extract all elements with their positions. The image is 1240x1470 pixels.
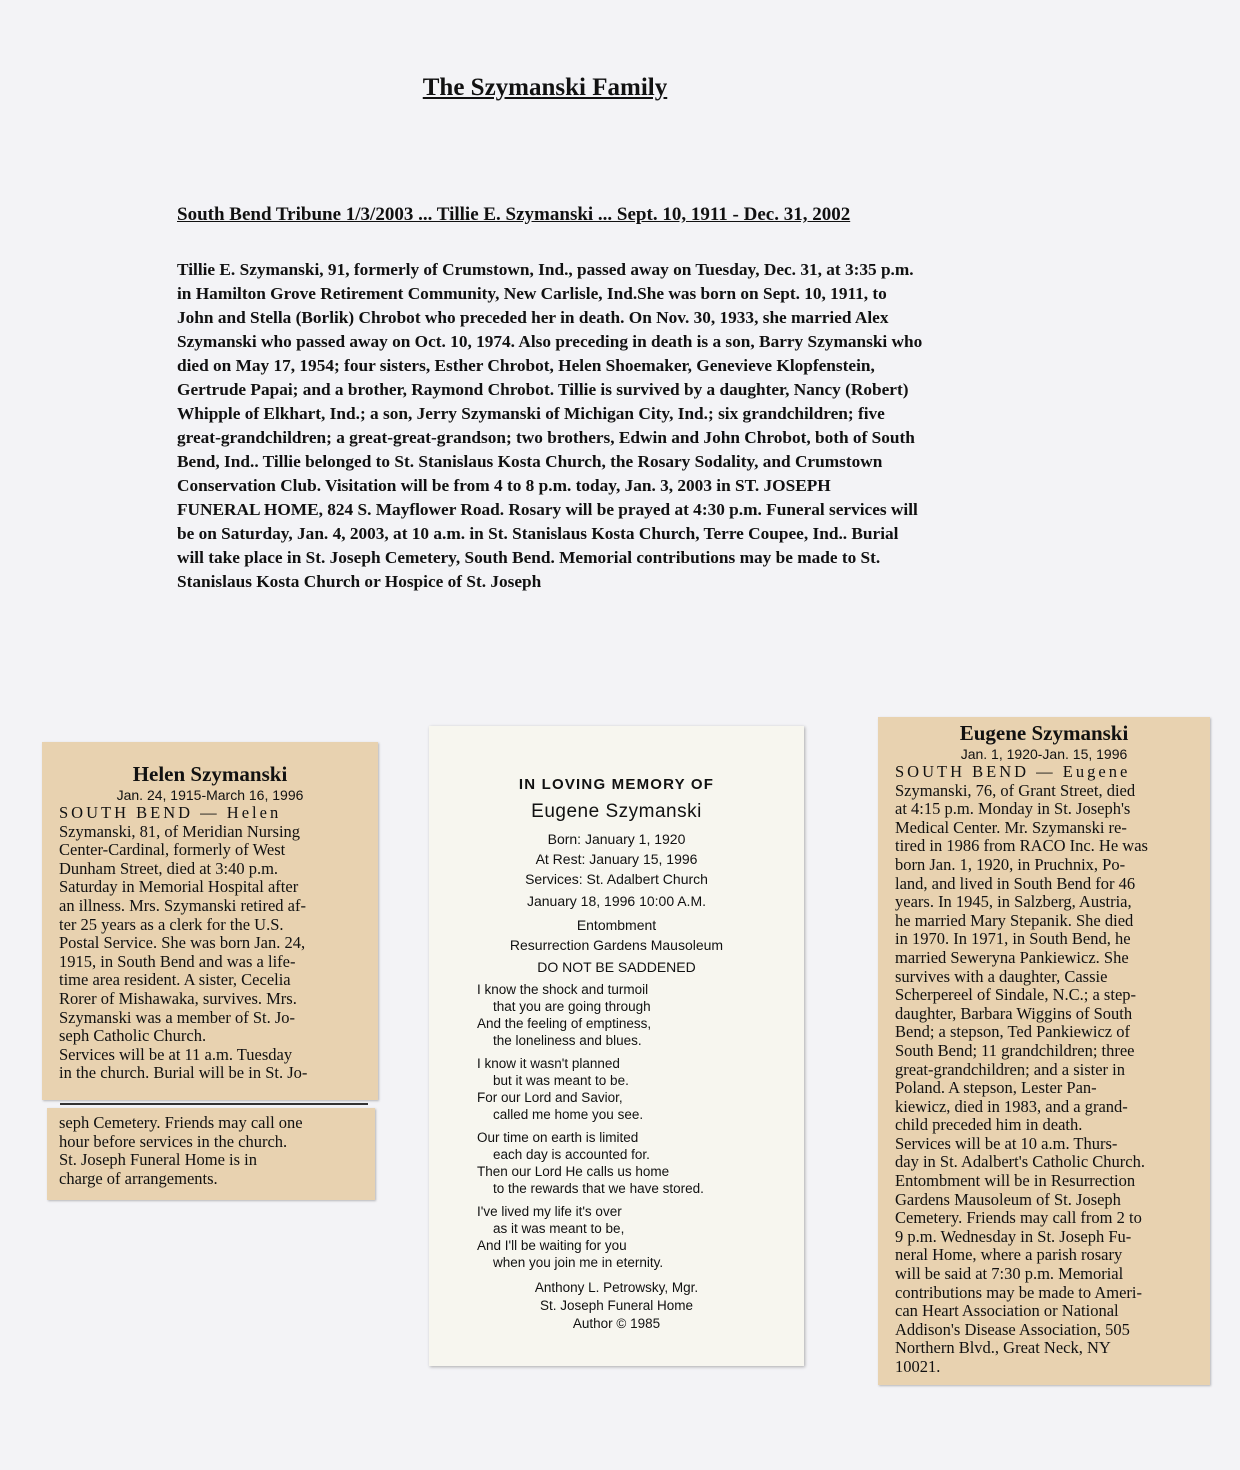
tribune-heading: South Bend Tribune 1/3/2003 ... Tillie E. Szymanski ... Sept. 10, 1911 - Dec. 31, 2002 bbox=[177, 204, 851, 225]
tribune-line: Conservation Club. Visitation will be from 4 to 8 p.m. today, Jan. 3, 2003 in ST. JOSEPH bbox=[177, 476, 831, 495]
poem-line: but it was meant to be. bbox=[493, 1073, 629, 1088]
clipping-line: St. Joseph Funeral Home is in bbox=[59, 1150, 257, 1170]
clipping-line: tired in 1986 from RACO Inc. He was bbox=[895, 836, 1148, 856]
clipping-line: kiewicz, died in 1983, and a grand- bbox=[895, 1096, 1128, 1116]
clipping-line: Poland. A stepson, Lester Pan- bbox=[895, 1078, 1097, 1098]
tribune-line: in Hamilton Grove Retirement Community, New Carlisle, Ind.She was born on Sept. 10, 1911, to bbox=[177, 284, 887, 303]
poem-stanza bbox=[477, 981, 804, 1049]
poem-line: And I'll be waiting for you bbox=[477, 1238, 627, 1253]
poem-line: I know it wasn't planned bbox=[477, 1056, 620, 1071]
clipping-line: contributions may be made to Ameri- bbox=[895, 1282, 1142, 1302]
tribune-line: Tillie E. Szymanski, 91, formerly of Crumstown, Ind., passed away on Tuesday, Dec. 31, at 3:35 p.m. bbox=[177, 260, 914, 279]
clipping-line: child preceded him in death. bbox=[895, 1115, 1083, 1135]
tribune-line: be on Saturday, Jan. 4, 2003, at 10 a.m. in St. Stanislaus Kosta Church, Terre Coupee, Ind.. Burial bbox=[177, 524, 899, 543]
tribune-line: FUNERAL HOME, 824 S. Mayflower Road. Rosary will be prayed at 4:30 p.m. Funeral services will bbox=[177, 500, 918, 519]
tribune-line: John and Stella (Borlik) Chrobot who preceded her in death. On Nov. 30, 1933, she married Alex bbox=[177, 308, 889, 327]
clipping-line: daughter, Barbara Wiggins of South bbox=[895, 1003, 1133, 1023]
clipping-line: Center-Cardinal, formerly of West bbox=[59, 840, 286, 860]
clipping-line: Saturday in Memorial Hospital after bbox=[59, 877, 299, 897]
clipping-line: Bend; a stepson, Ted Pankiewicz of bbox=[895, 1022, 1130, 1042]
clipping-line: South Bend; 11 grandchildren; three bbox=[895, 1040, 1135, 1060]
tribune-line: Bend, Ind.. Tillie belonged to St. Stanislaus Kosta Church, the Rosary Sodality, and Crumstown bbox=[177, 452, 883, 471]
clipping-line: SOUTH BEND — Helen bbox=[59, 803, 282, 822]
clipping-line: Cemetery. Friends may call from 2 to bbox=[895, 1208, 1142, 1228]
clipping-line: Entombment will be in Resurrection bbox=[895, 1171, 1136, 1191]
helen-obituary-clipping bbox=[42, 742, 378, 1100]
poem-line: as it was meant to be, bbox=[493, 1221, 625, 1236]
clipping-line: Szymanski was a member of St. Jo- bbox=[59, 1007, 296, 1027]
tribune-line: Gertrude Papai; and a brother, Raymond Chrobot. Tillie is survived by a daughter, Nancy (Robert) bbox=[177, 380, 909, 399]
card-services: Services: St. Adalbert Church bbox=[525, 871, 708, 887]
eugene-dates: Jan. 1, 1920-Jan. 15, 1996 bbox=[960, 746, 1128, 762]
eugene-obituary-clipping bbox=[878, 717, 1210, 1385]
poem-line: called me home you see. bbox=[493, 1107, 644, 1122]
helen-obituary-continued bbox=[47, 1108, 375, 1200]
clipping-line: time area resident. A sister, Cecelia bbox=[59, 970, 291, 990]
card-poem bbox=[429, 981, 804, 1271]
helen-name: Helen Szymanski bbox=[132, 762, 288, 786]
card-service-date: January 18, 1996 10:00 A.M. bbox=[526, 893, 706, 909]
card-poem-title: DO NOT BE SADDENED bbox=[537, 959, 696, 975]
tribune-obituary bbox=[177, 258, 1097, 594]
poem-line: that you are going through bbox=[493, 999, 651, 1014]
clipping-line: Services will be at 10 a.m. Thurs- bbox=[895, 1133, 1118, 1153]
clipping-line: neral Home, where a parish rosary bbox=[895, 1245, 1123, 1265]
helen-obituary-continued-text bbox=[47, 1108, 375, 1188]
clipping-line: Postal Service. She was born Jan. 24, bbox=[59, 933, 306, 953]
poem-stanza bbox=[477, 1129, 804, 1197]
card-entombment: Entombment bbox=[576, 917, 657, 933]
poem-line: For our Lord and Savior, bbox=[477, 1090, 623, 1105]
clipping-line: Services will be at 11 a.m. Tuesday bbox=[59, 1044, 293, 1064]
poem-line: Our time on earth is limited bbox=[477, 1130, 639, 1145]
poem-line: each day is accounted for. bbox=[493, 1147, 650, 1162]
tribune-line: Whipple of Elkhart, Ind.; a son, Jerry Szymanski of Michigan City, Ind.; six grandchildren; five bbox=[177, 404, 885, 423]
clipping-line: 10021. bbox=[895, 1357, 941, 1376]
clipping-line: Szymanski, 81, of Meridian Nursing bbox=[59, 821, 301, 841]
poem-stanza bbox=[477, 1203, 804, 1271]
clipping-line: Northern Blvd., Great Neck, NY bbox=[895, 1338, 1111, 1358]
clipping-line: Rorer of Mishawaka, survives. Mrs. bbox=[59, 988, 297, 1008]
clipping-line: Szymanski, 76, of Grant Street, died bbox=[895, 780, 1136, 800]
card-at-rest: At Rest: January 15, 1996 bbox=[535, 851, 698, 867]
tribune-line: Szymanski who passed away on Oct. 10, 1974. Also preceding in death is a son, Barry Szymanski who bbox=[177, 332, 923, 351]
card-footer bbox=[429, 1279, 804, 1333]
clipping-line: seph Cemetery. Friends may call one bbox=[59, 1113, 303, 1132]
eugene-name: Eugene Szymanski bbox=[959, 721, 1129, 745]
clipping-line: hour before services in the church. bbox=[59, 1131, 288, 1151]
clipping-line: in 1970. In 1971, in South Bend, he bbox=[895, 929, 1131, 949]
clipping-line: SOUTH BEND — Eugene bbox=[895, 762, 1131, 781]
poem-line: I know the shock and turmoil bbox=[477, 982, 649, 997]
poem-line: I've lived my life it's over bbox=[477, 1204, 622, 1219]
clipping-line: day in St. Adalbert's Catholic Church. bbox=[895, 1152, 1145, 1172]
clipping-line: Gardens Mausoleum of St. Joseph bbox=[895, 1189, 1121, 1209]
clipping-line: land, and lived in South Bend for 46 bbox=[895, 873, 1136, 893]
clipping-line: 1915, in South Bend and was a life- bbox=[59, 951, 296, 971]
clipping-line: Dunham Street, died at 3:40 p.m. bbox=[59, 858, 279, 878]
card-footer-line: Anthony L. Petrowsky, Mgr. bbox=[534, 1280, 699, 1295]
clipping-line: ter 25 years as a clerk for the U.S. bbox=[59, 914, 284, 934]
page-title: The Szymanski Family bbox=[422, 74, 668, 101]
card-mausoleum: Resurrection Gardens Mausoleum bbox=[509, 937, 724, 953]
clipping-line: Scherpereel of Sindale, N.C.; a step- bbox=[895, 985, 1137, 1005]
poem-line: when you join me in eternity. bbox=[493, 1255, 664, 1270]
memorial-card bbox=[429, 726, 804, 1366]
card-footer-line: Author © 1985 bbox=[572, 1316, 661, 1331]
poem-stanza bbox=[477, 1055, 804, 1123]
poem-line: Then our Lord He calls us home bbox=[477, 1164, 670, 1179]
card-heading: IN LOVING MEMORY OF bbox=[518, 776, 715, 793]
clipping-line: born Jan. 1, 1920, in Pruchnix, Po- bbox=[895, 854, 1126, 874]
clipping-line: married Seweryna Pankiewicz. She bbox=[895, 947, 1129, 967]
poem-line: to the rewards that we have stored. bbox=[493, 1181, 704, 1196]
clipping-line: in the church. Burial will be in St. Jo- bbox=[59, 1063, 308, 1083]
helen-dates: Jan. 24, 1915-March 16, 1996 bbox=[116, 787, 304, 803]
clipping-line: will be said at 7:30 p.m. Memorial bbox=[895, 1264, 1124, 1284]
tribune-line: will take place in St. Joseph Cemetery, South Bend. Memorial contributions may be made to St. bbox=[177, 548, 881, 567]
clipping-line: survives with a daughter, Cassie bbox=[895, 966, 1108, 986]
card-name: Eugene Szymanski bbox=[531, 801, 702, 822]
clipping-line: can Heart Association or National bbox=[895, 1301, 1119, 1321]
clipping-line: years. In 1945, in Salzberg, Austria, bbox=[895, 892, 1132, 912]
tribune-line: great-grandchildren; a great-great-grandson; two brothers, Edwin and John Chrobot, both of South bbox=[177, 428, 915, 447]
card-footer-line: St. Joseph Funeral Home bbox=[539, 1298, 694, 1313]
clipping-line: an illness. Mrs. Szymanski retired af- bbox=[59, 895, 306, 915]
clipping-line: Addison's Disease Association, 505 bbox=[895, 1319, 1130, 1339]
clipping-cut-line bbox=[60, 1103, 368, 1105]
poem-line: And the feeling of emptiness, bbox=[477, 1016, 652, 1031]
poem-line: the loneliness and blues. bbox=[493, 1033, 642, 1048]
clipping-line: seph Catholic Church. bbox=[59, 1026, 207, 1046]
clipping-line: Medical Center. Mr. Szymanski re- bbox=[895, 817, 1127, 837]
tribune-line: Stanislaus Kosta Church or Hospice of St. Joseph bbox=[177, 572, 542, 591]
card-born: Born: January 1, 1920 bbox=[547, 831, 686, 847]
clipping-line: he married Mary Stepanik. She died bbox=[895, 910, 1134, 930]
eugene-obituary-text bbox=[878, 763, 1210, 1377]
clipping-line: 9 p.m. Wednesday in St. Joseph Fu- bbox=[895, 1226, 1132, 1246]
helen-obituary-text bbox=[42, 804, 378, 1083]
tribune-line: died on May 17, 1954; four sisters, Esther Chrobot, Helen Shoemaker, Genevieve Klopfenstein, bbox=[177, 356, 875, 375]
clipping-line: great-grandchildren; and a sister in bbox=[895, 1059, 1125, 1079]
clipping-line: charge of arrangements. bbox=[59, 1168, 218, 1188]
clipping-line: at 4:15 p.m. Monday in St. Joseph's bbox=[895, 799, 1131, 819]
